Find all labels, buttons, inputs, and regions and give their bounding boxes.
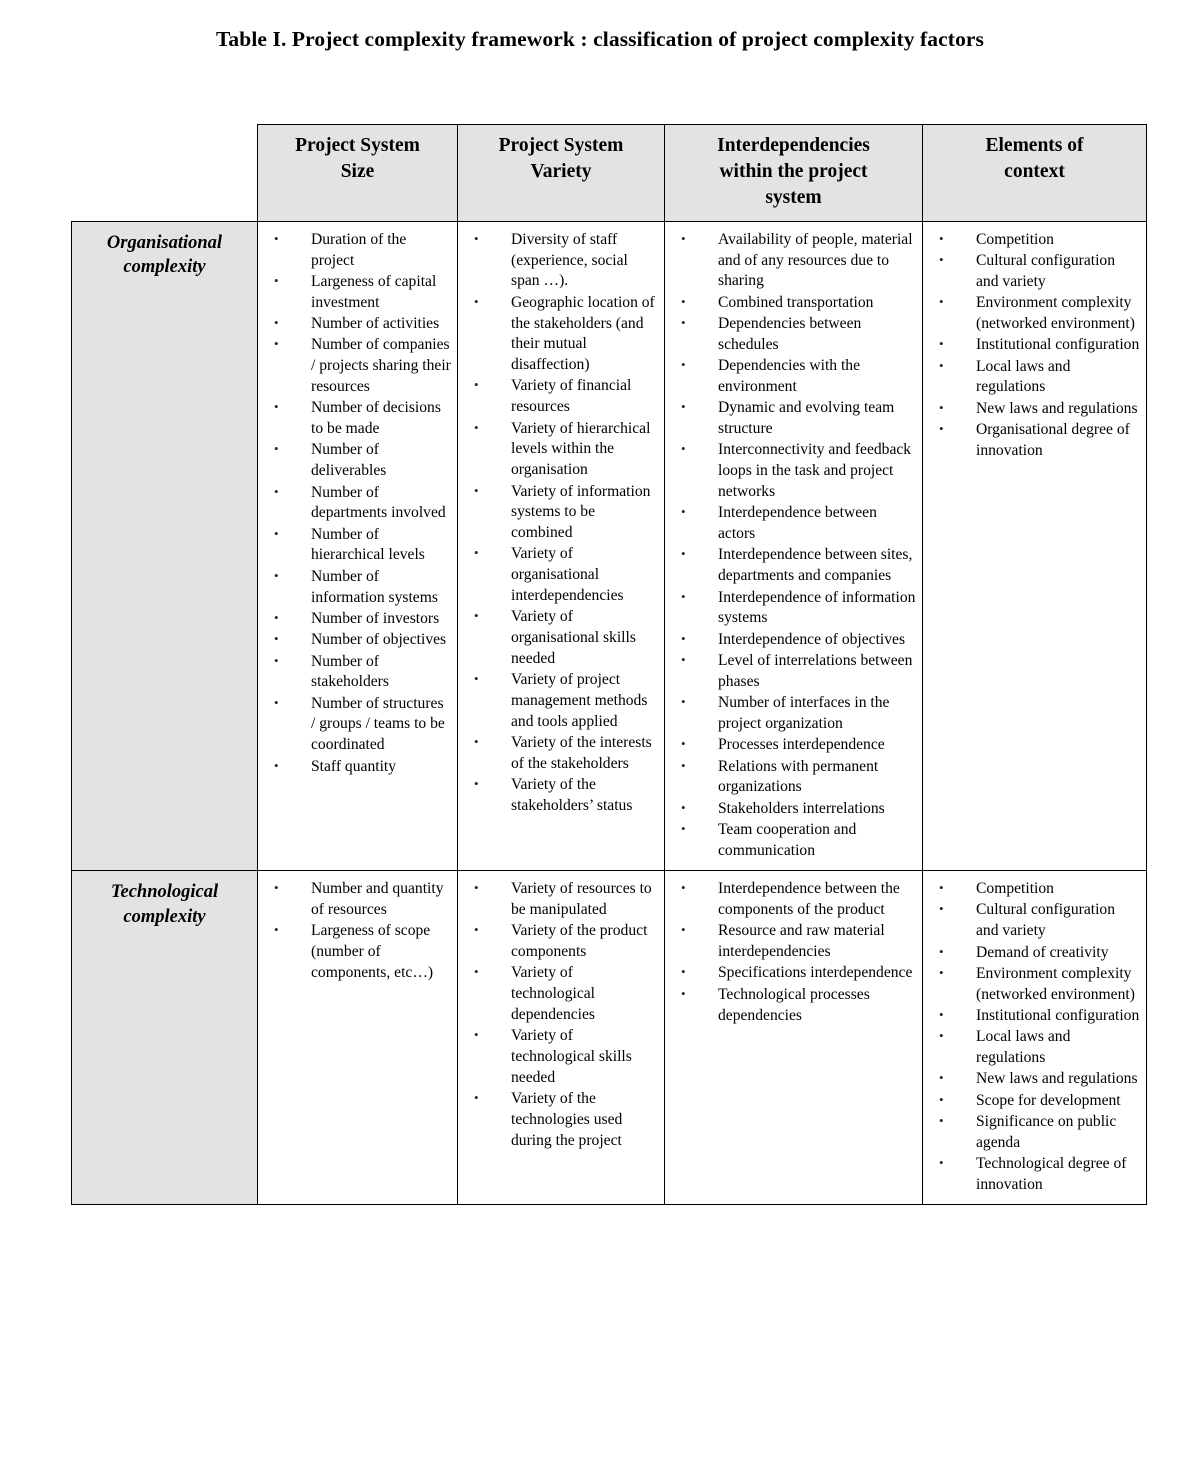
list-item: • Number of information systems xyxy=(262,567,451,609)
list-item: • Competition xyxy=(927,879,1140,900)
list-item: • Local laws and regulations xyxy=(927,357,1140,399)
list-item: • Variety of technological dependencies xyxy=(462,963,658,1025)
complexity-table-container xyxy=(71,124,1146,1205)
list-item: • Scope for development xyxy=(927,1091,1140,1112)
list-item: • Technological processes dependencies xyxy=(669,985,916,1027)
table-body xyxy=(72,221,1147,1205)
header-line-1: Interdependencies xyxy=(717,135,870,156)
list-item: • Number of interfaces in the project organization xyxy=(669,693,916,735)
list-item: • Variety of financial resources xyxy=(462,376,658,418)
table-row-organisational-complexity xyxy=(72,221,1147,870)
list-item: • Relations with permanent organizations xyxy=(669,757,916,799)
list-item: • Variety of hierarchical levels within the organisation xyxy=(462,419,658,481)
list-item: • Interdependence of objectives xyxy=(669,630,916,651)
list-item: • Environment complexity (networked environment) xyxy=(927,293,1140,335)
table-caption: Table I. Project complexity framework : classification of project complexity factors xyxy=(215,27,985,51)
header-line-1: Project System xyxy=(498,135,624,156)
list-item: • Number of decisions to be made xyxy=(262,398,451,440)
cell-technological-variety xyxy=(458,871,665,1205)
row-header-line-2: complexity xyxy=(123,906,206,927)
list-item: • Organisational degree of innovation xyxy=(927,420,1140,462)
list-item: • Variety of organisational skills needed xyxy=(462,607,658,669)
list-item: • Institutional configuration xyxy=(927,1006,1140,1027)
cell-organisational-interdependencies xyxy=(665,221,923,870)
column-header-project-system-variety xyxy=(458,125,665,222)
bullet-list xyxy=(462,230,658,817)
column-header-elements-of-context xyxy=(923,125,1147,222)
header-line-2: Size xyxy=(340,160,375,182)
list-item: • Technological degree of innovation xyxy=(927,1154,1140,1196)
list-item: • Variety of technological skills needed xyxy=(462,1026,658,1088)
cell-technological-size xyxy=(258,871,458,1205)
list-item: • Number of stakeholders xyxy=(262,652,451,694)
list-item: • Largeness of scope (number of components, etc…) xyxy=(262,921,451,983)
list-item: • Number of companies / projects sharing their resources xyxy=(262,335,451,397)
list-item: • Demand of creativity xyxy=(927,943,1140,964)
row-header-organisational-complexity xyxy=(72,221,258,870)
list-item: • Significance on public agenda xyxy=(927,1112,1140,1154)
list-item: • Variety of project management methods and tools applied xyxy=(462,670,658,732)
bullet-list xyxy=(462,879,658,1152)
header-line-3: system xyxy=(765,186,822,208)
list-item: • Team cooperation and communication xyxy=(669,820,916,862)
bullet-list xyxy=(262,879,451,984)
list-item: • Interdependence between the components of the product xyxy=(669,879,916,921)
list-item: • Variety of the technologies used during the project xyxy=(462,1089,658,1151)
table-header xyxy=(72,125,1147,222)
list-item: • Number of activities xyxy=(262,314,451,335)
column-header-project-system-size xyxy=(258,125,458,222)
bullet-list xyxy=(927,230,1140,462)
header-row xyxy=(72,125,1147,222)
list-item: • Geographic location of the stakeholders (and their mutual disaffection) xyxy=(462,293,658,376)
list-item: • Cultural configuration and variety xyxy=(927,900,1140,942)
list-item: • Competition xyxy=(927,230,1140,251)
header-line-1: Elements of xyxy=(985,135,1084,156)
list-item: • Staff quantity xyxy=(262,757,451,778)
list-item: • Number of deliverables xyxy=(262,440,451,482)
corner-blank-cell xyxy=(72,125,258,222)
row-header-technological-complexity xyxy=(72,871,258,1205)
cell-organisational-context xyxy=(923,221,1147,870)
list-item: • New laws and regulations xyxy=(927,1069,1140,1090)
list-item: • Largeness of capital investment xyxy=(262,272,451,314)
list-item: • Interconnectivity and feedback loops in the task and project networks xyxy=(669,440,916,502)
list-item: • Diversity of staff (experience, social span …). xyxy=(462,230,658,292)
list-item: • Variety of resources to be manipulated xyxy=(462,879,658,921)
list-item: • Number and quantity of resources xyxy=(262,879,451,921)
cell-organisational-variety xyxy=(458,221,665,870)
bullet-list xyxy=(262,230,451,778)
cell-organisational-size xyxy=(258,221,458,870)
list-item: • Institutional configuration xyxy=(927,335,1140,356)
header-line-2: context xyxy=(1004,160,1065,182)
bullet-list xyxy=(669,879,916,1026)
header-line-2: Variety xyxy=(530,160,592,182)
list-item: • Dependencies with the environment xyxy=(669,356,916,398)
list-item: • Level of interrelations between phases xyxy=(669,651,916,693)
list-item: • Number of departments involved xyxy=(262,483,451,525)
table-row-technological-complexity xyxy=(72,871,1147,1205)
list-item: • Variety of organisational interdependencies xyxy=(462,544,658,606)
list-item: • Number of investors xyxy=(262,609,451,630)
list-item: • Dependencies between schedules xyxy=(669,314,916,356)
list-item: • Specifications interdependence xyxy=(669,963,916,984)
bullet-list xyxy=(669,230,916,862)
list-item: • Environment complexity (networked environment) xyxy=(927,964,1140,1006)
header-line-1: Project System xyxy=(295,135,420,156)
list-item: • Number of objectives xyxy=(262,630,451,651)
list-item: • Cultural configuration and variety xyxy=(927,251,1140,293)
row-header-line-1: Technological xyxy=(110,882,219,903)
column-header-interdependencies xyxy=(665,125,923,222)
list-item: • Interdependence between sites, departments and companies xyxy=(669,545,916,587)
list-item: • Variety of information systems to be combined xyxy=(462,482,658,544)
list-item: • Variety of the stakeholders’ status xyxy=(462,775,658,817)
list-item: • Variety of the product components xyxy=(462,921,658,963)
list-item: • Processes interdependence xyxy=(669,735,916,756)
list-item: • Combined transportation xyxy=(669,293,916,314)
list-item: • Interdependence of information systems xyxy=(669,588,916,630)
list-item: • Resource and raw material interdependencies xyxy=(669,921,916,963)
cell-technological-context xyxy=(923,871,1147,1205)
cell-technological-interdependencies xyxy=(665,871,923,1205)
row-header-line-2: complexity xyxy=(123,257,206,278)
header-line-2: within the project xyxy=(719,160,868,182)
list-item: • Duration of the project xyxy=(262,230,451,272)
list-item: • Number of hierarchical levels xyxy=(262,525,451,567)
list-item: • Stakeholders interrelations xyxy=(669,799,916,820)
list-item: • Variety of the interests of the stakeholders xyxy=(462,733,658,775)
list-item: • New laws and regulations xyxy=(927,399,1140,420)
bullet-list xyxy=(927,879,1140,1196)
list-item: • Availability of people, material and of any resources due to sharing xyxy=(669,230,916,292)
row-header-line-1: Organisational xyxy=(106,232,223,253)
list-item: • Interdependence between actors xyxy=(669,503,916,545)
project-complexity-table xyxy=(71,124,1147,1205)
list-item: • Number of structures / groups / teams to be coordinated xyxy=(262,694,451,756)
list-item: • Dynamic and evolving team structure xyxy=(669,398,916,440)
list-item: • Local laws and regulations xyxy=(927,1027,1140,1069)
